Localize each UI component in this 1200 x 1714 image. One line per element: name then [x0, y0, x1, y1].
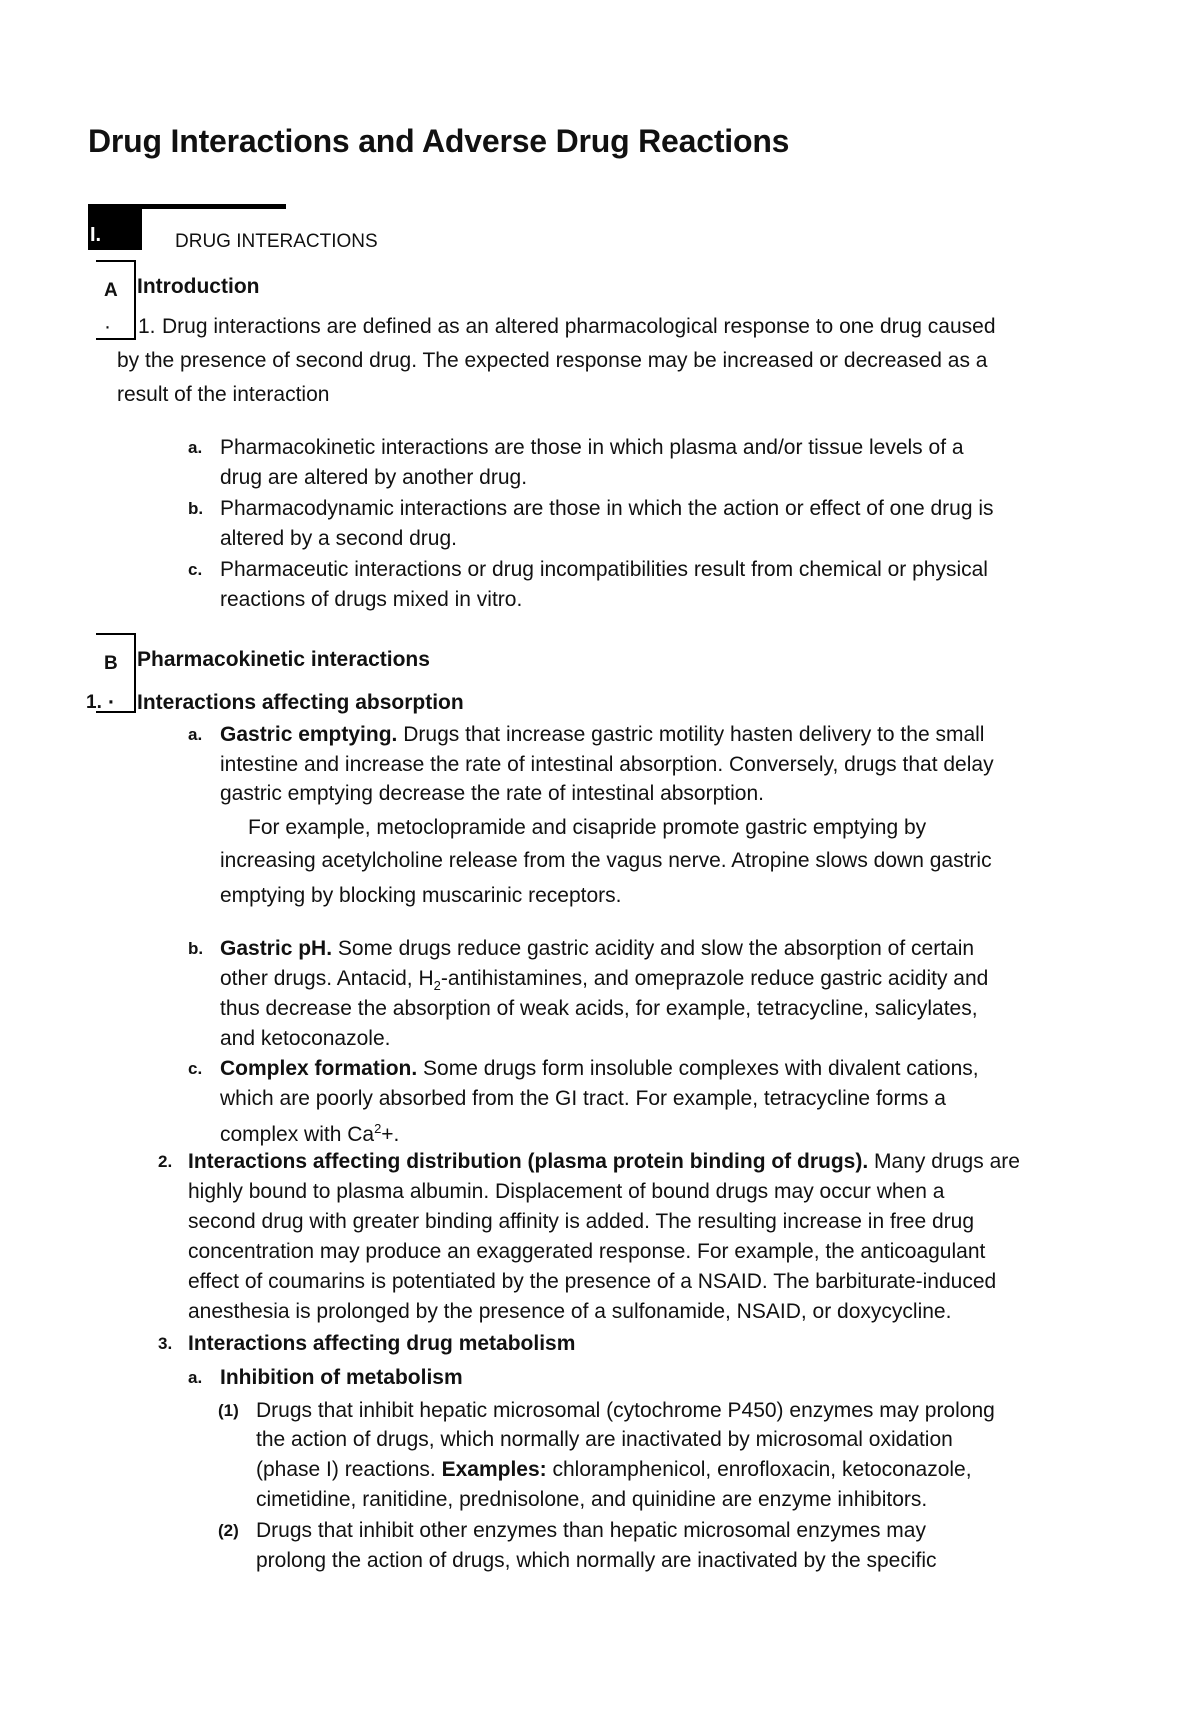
list-label: (1) [218, 1401, 239, 1420]
subsection-a-letter: A [104, 280, 118, 301]
section-heading: DRUG INTERACTIONS [175, 231, 378, 252]
subsection-b-heading: Pharmacokinetic interactions [137, 648, 430, 671]
list-label: b. [188, 499, 204, 518]
inhibition-line: the action of drugs, which normally are inactivated by microsomal oxidation [256, 1428, 953, 1451]
intro-para-line: Drug interactions are defined as an altered pharmacological response to one drug caused [162, 315, 996, 338]
complex-formation-text: complex with Ca [220, 1123, 375, 1146]
list-number: 2. [158, 1152, 173, 1171]
distribution-line: second drug with greater binding affinity is added. The resulting increase in free drug [188, 1210, 975, 1233]
intro-para-line: result of the interaction [117, 383, 330, 406]
subsection-b-dot: · [108, 691, 115, 714]
document-title: Drug Interactions and Adverse Drug Reactions [88, 123, 790, 159]
distribution-line: anesthesia is prolonged by the presence of a sulfonamide, NSAID, or doxycycline. [188, 1300, 952, 1323]
complex-formation-text: +. [381, 1123, 400, 1146]
example-line: For example, metoclopramide and cisapride promote gastric emptying by [248, 816, 927, 839]
gastric-emptying-line [220, 720, 984, 750]
distribution-line: concentration may produce an exaggerated response. For example, the anticoagulant [188, 1240, 986, 1263]
example-line: increasing acetylcholine release from the vagus nerve. Atropine slows down gastric [220, 849, 992, 872]
absorption-heading: Interactions affecting absorption [137, 691, 464, 714]
list-item-line: altered by a second drug. [220, 527, 457, 550]
list-item-line: reactions of drugs mixed in vitro. [220, 588, 523, 611]
subsection-a-dot: · [104, 315, 111, 338]
list-label: c. [188, 1059, 203, 1078]
list-label: a. [188, 438, 203, 457]
inhibition-text: chloramphenicol, enrofloxacin, ketoconazole, [546, 1458, 972, 1481]
gastric-ph-line: and ketoconazole. [220, 1027, 391, 1050]
inhibition-line: cimetidine, ranitidine, prednisolone, and quinidine are enzyme inhibitors. [256, 1488, 928, 1511]
section-marker: I. [90, 224, 102, 246]
gastric-ph-text: -antihistamines, and omeprazole reduce gastric acidity and [440, 967, 989, 990]
inhibition-line: Drugs that inhibit other enzymes than hepatic microsomal enzymes may [256, 1519, 926, 1542]
list-label: a. [188, 725, 203, 744]
complex-formation-text: Some drugs form insoluble complexes with divalent cations, [417, 1057, 979, 1080]
complex-formation-line [220, 1114, 399, 1150]
list-item-line: Pharmacodynamic interactions are those in which the action or effect of one drug is [220, 497, 994, 520]
gastric-ph-text: Some drugs reduce gastric acidity and slow the absorption of certain [332, 937, 975, 960]
distribution-line: highly bound to plasma albumin. Displacement of bound drugs may occur when a [188, 1180, 945, 1203]
list-label: b. [188, 939, 204, 958]
distribution-line: effect of coumarins is potentiated by the presence of a NSAID. The barbiturate-induced [188, 1270, 997, 1293]
gastric-emptying-text: Drugs that increase gastric motility hasten delivery to the small [397, 723, 985, 746]
gastric-emptying-line: intestine and increase the rate of intestinal absorption. Conversely, drugs that delay [220, 753, 994, 776]
complex-formation-line: which are poorly absorbed from the GI tract. For example, tetracycline forms a [220, 1087, 946, 1110]
gastric-ph-line: thus decrease the absorption of weak acids, for example, tetracycline, salicylates, [220, 997, 978, 1020]
list-label: a. [188, 1368, 203, 1387]
list-item-line: Pharmaceutic interactions or drug incompatibilities result from chemical or physical [220, 558, 988, 581]
example-line: emptying by blocking muscarinic receptors. [220, 884, 622, 907]
distribution-text: Many drugs are [868, 1150, 1020, 1173]
distribution-line [188, 1147, 1020, 1177]
inhibition-line: Drugs that inhibit hepatic microsomal (cytochrome P450) enzymes may prolong [256, 1399, 995, 1422]
subsection-b-letter: B [104, 653, 118, 674]
complex-formation-term: Complex formation. [220, 1057, 418, 1080]
subsection-b-number: 1. [86, 692, 102, 713]
intro-para-number: 1. [138, 315, 156, 338]
inhibition-line: prolong the action of drugs, which normally are inactivated by the specific [256, 1549, 937, 1572]
list-item-line: Pharmacokinetic interactions are those in which plasma and/or tissue levels of a [220, 436, 964, 459]
list-item-line: drug are altered by another drug. [220, 466, 528, 489]
inhibition-heading: Inhibition of metabolism [220, 1366, 463, 1389]
complex-formation-line [220, 1054, 979, 1084]
examples-label: Examples: [441, 1458, 547, 1481]
distribution-heading: Interactions affecting distribution (plasma protein binding of drugs). [188, 1150, 869, 1173]
list-label: (2) [218, 1521, 239, 1540]
intro-para-line: by the presence of second drug. The expected response may be increased or decreased as a [117, 349, 988, 372]
superscript: 2 [374, 1121, 382, 1136]
gastric-emptying-line: gastric emptying decrease the rate of intestinal absorption. [220, 782, 764, 805]
inhibition-text: (phase I) reactions. [256, 1458, 442, 1481]
gastric-ph-term: Gastric pH. [220, 937, 333, 960]
metabolism-heading: Interactions affecting drug metabolism [188, 1332, 576, 1355]
subscript: 2 [433, 978, 441, 994]
gastric-emptying-term: Gastric emptying. [220, 723, 398, 746]
list-number: 3. [158, 1334, 173, 1353]
list-label: c. [188, 560, 203, 579]
subsection-a-heading: Introduction [137, 275, 260, 298]
gastric-ph-text: other drugs. Antacid, H [220, 967, 434, 990]
gastric-ph-line [220, 934, 974, 964]
inhibition-line [256, 1455, 972, 1485]
